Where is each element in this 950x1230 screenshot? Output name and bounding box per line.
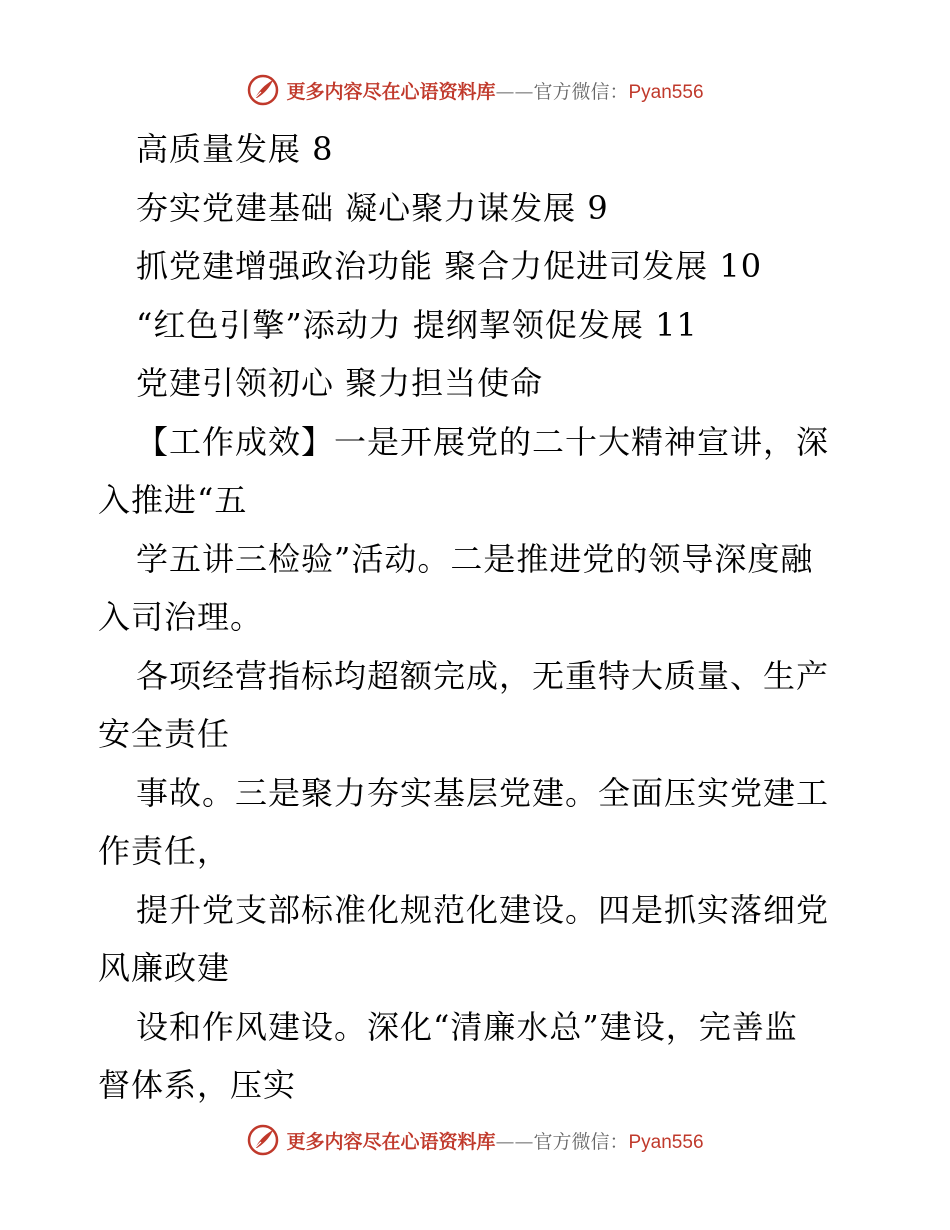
text-line: 各项经营指标均超额完成，无重特大质量、生产 <box>136 656 830 695</box>
watermark-wechat-label: 官方微信： <box>533 80 629 103</box>
watermark-site: 更多内容尽在心语资料库 <box>286 1130 496 1153</box>
watermark-separator: —— <box>495 1130 534 1153</box>
feather-pen-logo-icon <box>246 73 280 107</box>
text-line: 抓党建增强政治功能 聚合力促进司发展 10 <box>136 247 763 285</box>
watermark-text <box>286 77 703 104</box>
text-line: “红色引擎”添动力 提纲挈领促发展 11 <box>136 305 698 344</box>
text-line: 提升党支部标准化规范化建设。四是抓实落细党 <box>136 890 830 929</box>
document-body <box>98 120 858 1115</box>
text-line: 作责任， <box>98 832 231 870</box>
watermark-site: 更多内容尽在心语资料库 <box>286 80 496 103</box>
watermark-handle: Pyan556 <box>628 1131 704 1153</box>
text-line: 学五讲三检验”活动。二是推进党的领导深度融 <box>136 539 814 578</box>
header-watermark <box>0 70 950 110</box>
text-line: 夯实党建基础 凝心聚力谋发展 9 <box>136 188 609 227</box>
text-line: 事故。三是聚力夯实基层党建。全面压实党建工 <box>136 773 830 812</box>
watermark-text <box>286 1127 703 1154</box>
watermark-wechat-label: 官方微信： <box>533 1130 629 1153</box>
text-line: 安全责任 <box>98 715 231 753</box>
watermark-handle: Pyan556 <box>628 81 704 103</box>
text-line: 高质量发展 8 <box>136 130 334 168</box>
text-line: 【工作成效】一是开展党的二十大精神宣讲，深 <box>136 422 830 461</box>
watermark-separator: —— <box>495 80 534 103</box>
text-line: 党建引领初心 聚力担当使命 <box>136 364 544 402</box>
text-line: 风廉政建 <box>98 949 231 987</box>
feather-pen-logo-icon <box>246 1123 280 1157</box>
footer-watermark <box>0 1120 950 1160</box>
text-line: 督体系，压实 <box>98 1066 297 1104</box>
text-line: 入推进“五 <box>98 481 248 519</box>
text-line: 入司治理。 <box>98 598 264 636</box>
text-line: 设和作风建设。深化“清廉水总”建设，完善监 <box>136 1007 798 1046</box>
